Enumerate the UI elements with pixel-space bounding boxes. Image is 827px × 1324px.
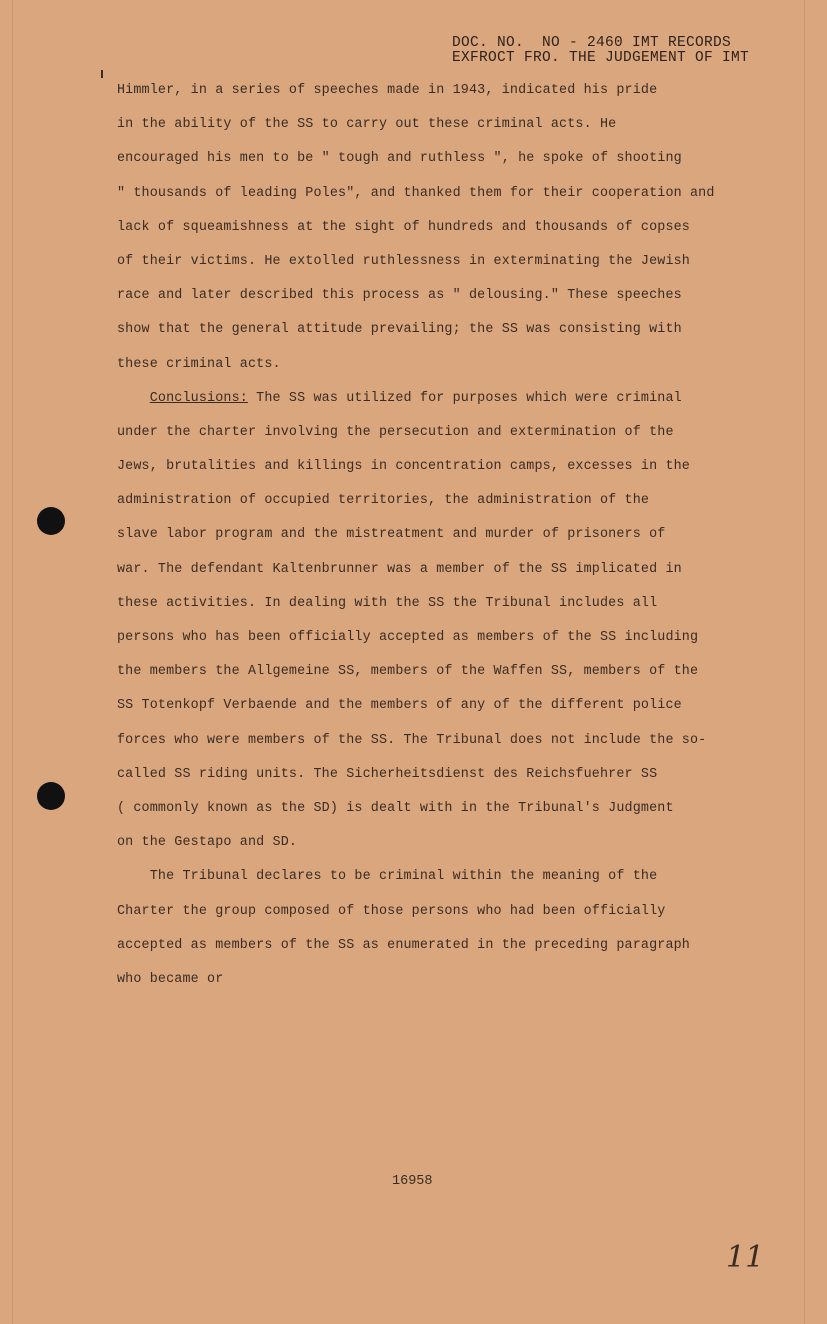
conclusions-heading: Conclusions: — [149, 390, 248, 406]
conclusions-line: under the charter involving the persecution and extermination of the — [117, 424, 674, 440]
punch-hole — [37, 507, 65, 535]
body-line: " thousands of leading Poles", and thanked them for their cooperation and — [117, 185, 715, 201]
conclusions-line: slave labor program and the mistreatment and murder of prisoners of — [117, 527, 666, 543]
body-line: race and later described this process as " delousing." These speeches — [117, 288, 682, 304]
declaration-line: The Tribunal declares to be criminal within the meaning of the — [117, 869, 658, 885]
conclusions-line: called SS riding units. The Sicherheitsdienst des Reichsfuehrer SS — [117, 766, 658, 782]
conclusions-line: Jews, brutalities and killings in concentration camps, excesses in the — [117, 459, 690, 475]
conclusions-line: on the Gestapo and SD. — [117, 835, 298, 851]
page-number: 16958 — [392, 1174, 433, 1189]
header-source: EXFROCT FRO. THE JUDGEMENT OF IMT — [451, 50, 749, 66]
conclusions-line: the members the Allgemeine SS, members of the Waffen SS, members of the — [117, 664, 699, 680]
body-line: of their victims. He extolled ruthlessness in exterminating the Jewish — [117, 253, 690, 269]
body-line: these criminal acts. — [117, 356, 281, 372]
body-line: in the ability of the SS to carry out these criminal acts. He — [117, 117, 617, 133]
conclusions-first-line — [117, 388, 737, 422]
conclusions-line: war. The defendant Kaltenbrunner was a member of the SS implicated in — [117, 561, 682, 577]
document-header — [452, 36, 749, 66]
body-line: encouraged his men to be " tough and ruthless ", he spoke of shooting — [117, 151, 682, 167]
punch-hole — [37, 782, 65, 810]
header-doc-number: DOC. NO. NO - 2460 IMT RECORDS — [451, 35, 731, 51]
conclusions-line: persons who has been officially accepted as members of the SS including — [117, 630, 699, 645]
body-line: Himmler, in a series of speeches made in 1943, indicated his pride — [117, 83, 658, 98]
conclusions-line: administration of occupied territories, the administration of the — [117, 493, 650, 509]
conclusions-line: forces who were members of the SS. The Tribunal does not include the so- — [117, 732, 707, 748]
conclusions-line: SS Totenkopf Verbaende and the members of any of the different police — [117, 698, 682, 714]
declaration-line: who became or — [117, 971, 224, 987]
conclusions-line: these activities. In dealing with the SS the Tribunal includes all — [117, 595, 658, 611]
conclusions-line: ( commonly known as the SD) is dealt with in the Tribunal's Judgment — [117, 800, 674, 816]
body-line: show that the general attitude prevailing; the SS was consisting with — [117, 322, 682, 338]
conclusions-first-line-text: The SS was utilized for purposes which were criminal — [247, 390, 682, 406]
document-body — [117, 80, 737, 1003]
margin-tick — [101, 70, 103, 78]
declaration-line: accepted as members of the SS as enumerated in the preceding paragraph — [117, 937, 690, 953]
body-line: lack of squeamishness at the sight of hundreds and thousands of copses — [117, 219, 690, 235]
declaration-line: Charter the group composed of those persons who had been officially — [117, 903, 666, 919]
handwritten-mark: 11 — [726, 1240, 765, 1275]
